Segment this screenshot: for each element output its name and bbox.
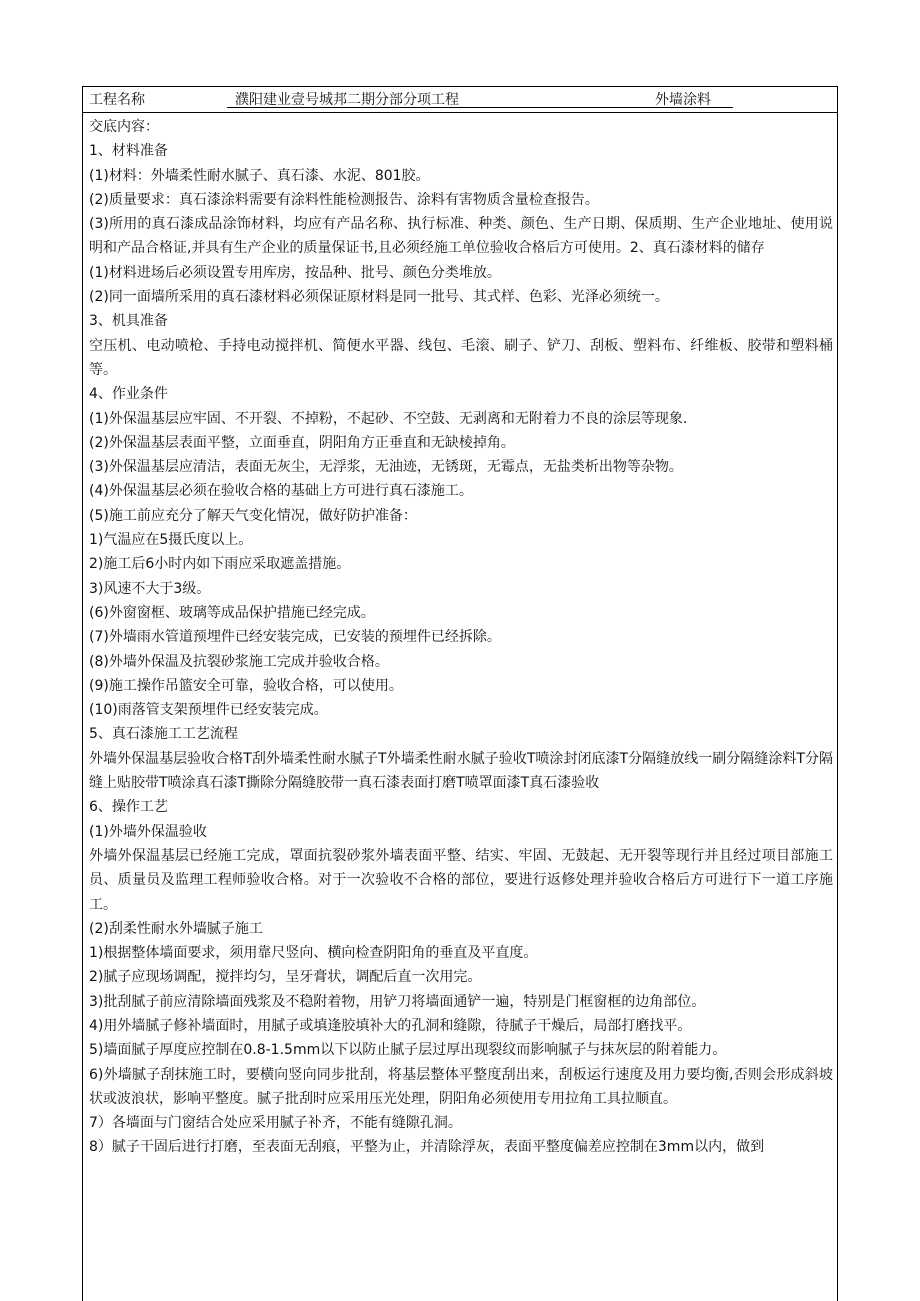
text-line: 4)用外墙腻子修补墙面时，用腻子或填逢胶填补大的孔洞和缝隙，待腻子干燥后，局部打磨找平。 xyxy=(89,1017,692,1034)
project-name-value: 濮阳建业壹号城邦二期分部分项工程 xyxy=(235,92,459,108)
text-line: (1)材料进场后必须设置专用库房，按品种、批号、颜色分类堆放。 xyxy=(89,264,501,281)
text-line: 2)施工后6小时内如下雨应采取遮盖措施。 xyxy=(89,556,351,573)
text-line: (9)施工操作吊篮安全可靠，验收合格，可以使用。 xyxy=(89,677,403,694)
text-paragraph: (3)所用的真石漆成品涂饰材料，均应有产品名称、执行标准、种类、颜色、生产日期、保质期、生产企业地址、使用说明和产品合格证,并具有生产企业的质量保证书,且必须经施工单位验收合格后方可使用。2、真石漆材料的储存 xyxy=(89,216,833,257)
text-line: (10)雨落管支架预埋件已经安装完成。 xyxy=(89,702,328,719)
text-line: (2)外保温基层表面平整，立面垂直，阴阳角方正垂直和无缺棱掉角。 xyxy=(89,434,515,451)
text-line: 3)批刮腻子前应清除墙面残浆及不稳附着物，用铲刀将墙面通铲一遍，特别是门框窗框的边角部位。 xyxy=(89,993,706,1010)
text-line: (1)外墙外保温验收 xyxy=(89,823,207,840)
section-heading: 6、操作工艺 xyxy=(89,799,168,816)
text-paragraph: 6)外墙腻子刮抹施工时，要横向竖向同步批刮，将基层整体平整度刮出来，刮板运行速度及用力要均衡,否则会形成斜坡状或波浪状，影响平整度。腻子批刮时应采用压光处理，阴阳角必须使用专用拉角工具拉顺直。 xyxy=(89,1066,833,1107)
text-line: 8）腻子干固后进行打磨，至表面无刮痕，平整为止，并清除浮灰，表面平整度偏差应控制在3mm以内，做到 xyxy=(89,1139,765,1156)
header-underline xyxy=(227,107,733,108)
subject-value: 外墙涂料 xyxy=(655,92,711,108)
section-heading: 5、真石漆施工工艺流程 xyxy=(89,726,238,743)
section-heading: 4、作业条件 xyxy=(89,386,168,403)
text-line: (2)质量要求：真石漆涂料需要有涂料性能检测报告、涂料有害物质含量检查报告。 xyxy=(89,191,599,208)
text-line: (3)外保温基层应清洁，表面无灰尘，无浮浆，无油迹，无锈斑，无霉点，无盐类析出物等杂物。 xyxy=(89,459,683,476)
header-row xyxy=(83,87,837,113)
text-line: (6)外窗窗框、玻璃等成品保护措施已经完成。 xyxy=(89,604,375,621)
text-paragraph: 外墙外保温基层已经施工完成，罩面抗裂砂浆外墙表面平整、结实、牢固、无鼓起、无开裂等现行并且经过项目部施工员、质量员及监理工程师验收合格。对于一次验收不合格的部位，要进行返修处理并验收合格后方可进行下一道工序施工。 xyxy=(89,847,833,913)
text-line: 2)腻子应现场调配，搅拌均匀，呈牙膏状，调配后直一次用完。 xyxy=(89,969,482,986)
text-line: (1)外保温基层应牢固、不开裂、不掉粉，不起砂、不空鼓、无剥离和无附着力不良的涂层等现象. xyxy=(89,410,688,427)
project-name-label: 工程名称 xyxy=(89,92,145,108)
section-heading: 3、机具准备 xyxy=(89,313,168,330)
content-heading: 交底内容： xyxy=(89,119,159,135)
text-line: (4)外保温基层必须在验收合格的基础上方可进行真石漆施工。 xyxy=(89,483,473,500)
text-line: 1)根据整体墙面要求，须用靠尺竖向、横向检查阴阳角的垂直及平直度。 xyxy=(89,945,538,962)
section-heading: 1、材料准备 xyxy=(89,143,168,160)
text-line: 3)风速不大于3级。 xyxy=(89,580,211,597)
text-line: (8)外墙外保温及抗裂砂浆施工完成并验收合格。 xyxy=(89,653,389,670)
disclosure-content xyxy=(89,115,833,1160)
text-paragraph: 空压机、电动喷枪、手持电动搅拌机、简便水平器、线包、毛滚、刷子、铲刀、刮板、塑料布、纤维板、胶带和塑料桶等。 xyxy=(89,337,833,378)
text-line: (1)材料：外墙柔性耐水腻子、真石漆、水泥、801胶。 xyxy=(89,167,430,184)
text-line: (5)施工前应充分了解天气变化情况，做好防护准备： xyxy=(89,507,417,524)
text-paragraph: 外墙外保温基层验收合格T刮外墙柔性耐水腻子T外墙柔性耐水腻子验收T喷涂封闭底漆T分隔缝放线一刷分隔缝涂料T分隔缝上贴胶带T喷涂真石漆T撕除分隔缝胶带一真石漆表面打磨T喷罩面漆T真石漆验收 xyxy=(89,750,833,792)
text-line: (2)同一面墙所采用的真石漆材料必须保证原材料是同一批号、其式样、色彩、光泽必须统一。 xyxy=(89,289,669,306)
text-line: 1)气温应在5摄氏度以上。 xyxy=(89,532,253,549)
text-line: (2)刮柔性耐水外墙腻子施工 xyxy=(89,920,263,937)
text-line: (7)外墙雨水管道预埋件已经安装完成，已安装的预埋件已经拆除。 xyxy=(89,629,501,646)
text-line: 7）各墙面与门窗结合处应采用腻子补齐，不能有缝隙孔洞。 xyxy=(89,1115,462,1132)
text-line: 5)墙面腻子厚度应控制在0.8-1.5mm以下以防止腻子层过厚出现裂纹而影响腻子与抹灰层的附着能力。 xyxy=(89,1042,727,1059)
disclosure-table xyxy=(82,86,838,1301)
